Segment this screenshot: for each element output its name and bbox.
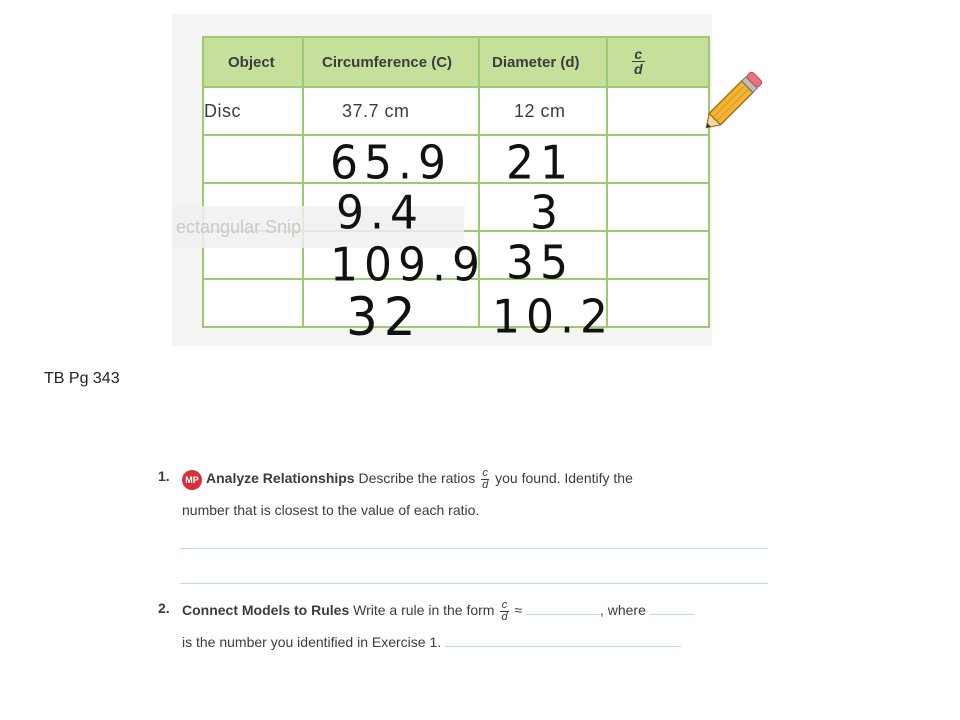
handwritten-circumference: 65.9 [330, 136, 452, 191]
cell-ratio[interactable] [607, 135, 709, 183]
handwritten-diameter: 10.2 [492, 290, 614, 345]
question-number: 2. [158, 600, 170, 616]
question-2-line-2 [182, 634, 681, 650]
fraction-denominator: d [501, 611, 508, 623]
table-header-row [203, 37, 709, 87]
question-title: Connect Models to Rules [182, 602, 350, 619]
question-text: you found. Identify the [495, 470, 633, 487]
fraction-numerator: c [501, 599, 508, 611]
cell-diameter: 12 cm [479, 87, 607, 135]
handwritten-circumference: 9.4 [336, 186, 424, 241]
question-number: 1. [158, 468, 170, 484]
handwritten-diameter: 35 [506, 236, 574, 291]
question-1-line-1 [182, 468, 633, 491]
ratio-numerator: c [632, 47, 645, 62]
ratio-fraction [481, 468, 489, 491]
ratio-denominator: d [634, 60, 643, 77]
page-reference-label: TB Pg 343 [44, 370, 120, 387]
approx-symbol: ≈ [514, 602, 523, 619]
cell-ratio[interactable] [607, 231, 709, 279]
snip-overlay-label: ectangular Snip [172, 206, 464, 248]
ratio-fraction [632, 47, 645, 76]
answer-line[interactable] [180, 548, 768, 549]
header-object: Object [203, 37, 303, 87]
table-row [203, 87, 709, 135]
answer-line[interactable] [180, 583, 768, 584]
answer-blank[interactable] [526, 602, 600, 615]
cell-object: Disc [203, 87, 303, 135]
table-row [203, 135, 709, 183]
cell-ratio[interactable] [607, 87, 709, 135]
header-diameter: Diameter (d) [479, 37, 607, 87]
handwritten-diameter: 3 [530, 186, 564, 241]
cell-ratio[interactable] [607, 279, 709, 327]
answer-blank[interactable] [650, 602, 694, 615]
question-text: , where [599, 602, 646, 619]
header-circumference: Circumference (C) [303, 37, 479, 87]
header-ratio [607, 37, 709, 87]
answer-blank[interactable] [445, 634, 681, 647]
pencil-icon [700, 62, 772, 134]
question-text: Write a rule in the form [353, 602, 495, 619]
question-title: Analyze Relationships [206, 470, 355, 487]
fraction-numerator: c [482, 467, 488, 479]
question-text: is the number you identified in Exercise 1. [182, 634, 442, 650]
mp-badge-icon: MP [182, 470, 202, 490]
question-text: Describe the ratios [358, 470, 476, 487]
question-1-line-2: number that is closest to the value of each ratio. [182, 502, 480, 518]
fraction-denominator: d [482, 479, 489, 491]
cell-object[interactable] [203, 135, 303, 183]
cell-object[interactable] [203, 279, 303, 327]
question-2-line-1 [182, 600, 694, 623]
handwritten-circumference: 109.9 [330, 238, 486, 293]
ratio-fraction [500, 600, 508, 623]
cell-circumference: 37.7 cm [303, 87, 479, 135]
handwritten-circumference: 32 [346, 286, 422, 348]
cell-ratio[interactable] [607, 183, 709, 231]
handwritten-diameter: 21 [506, 136, 574, 191]
